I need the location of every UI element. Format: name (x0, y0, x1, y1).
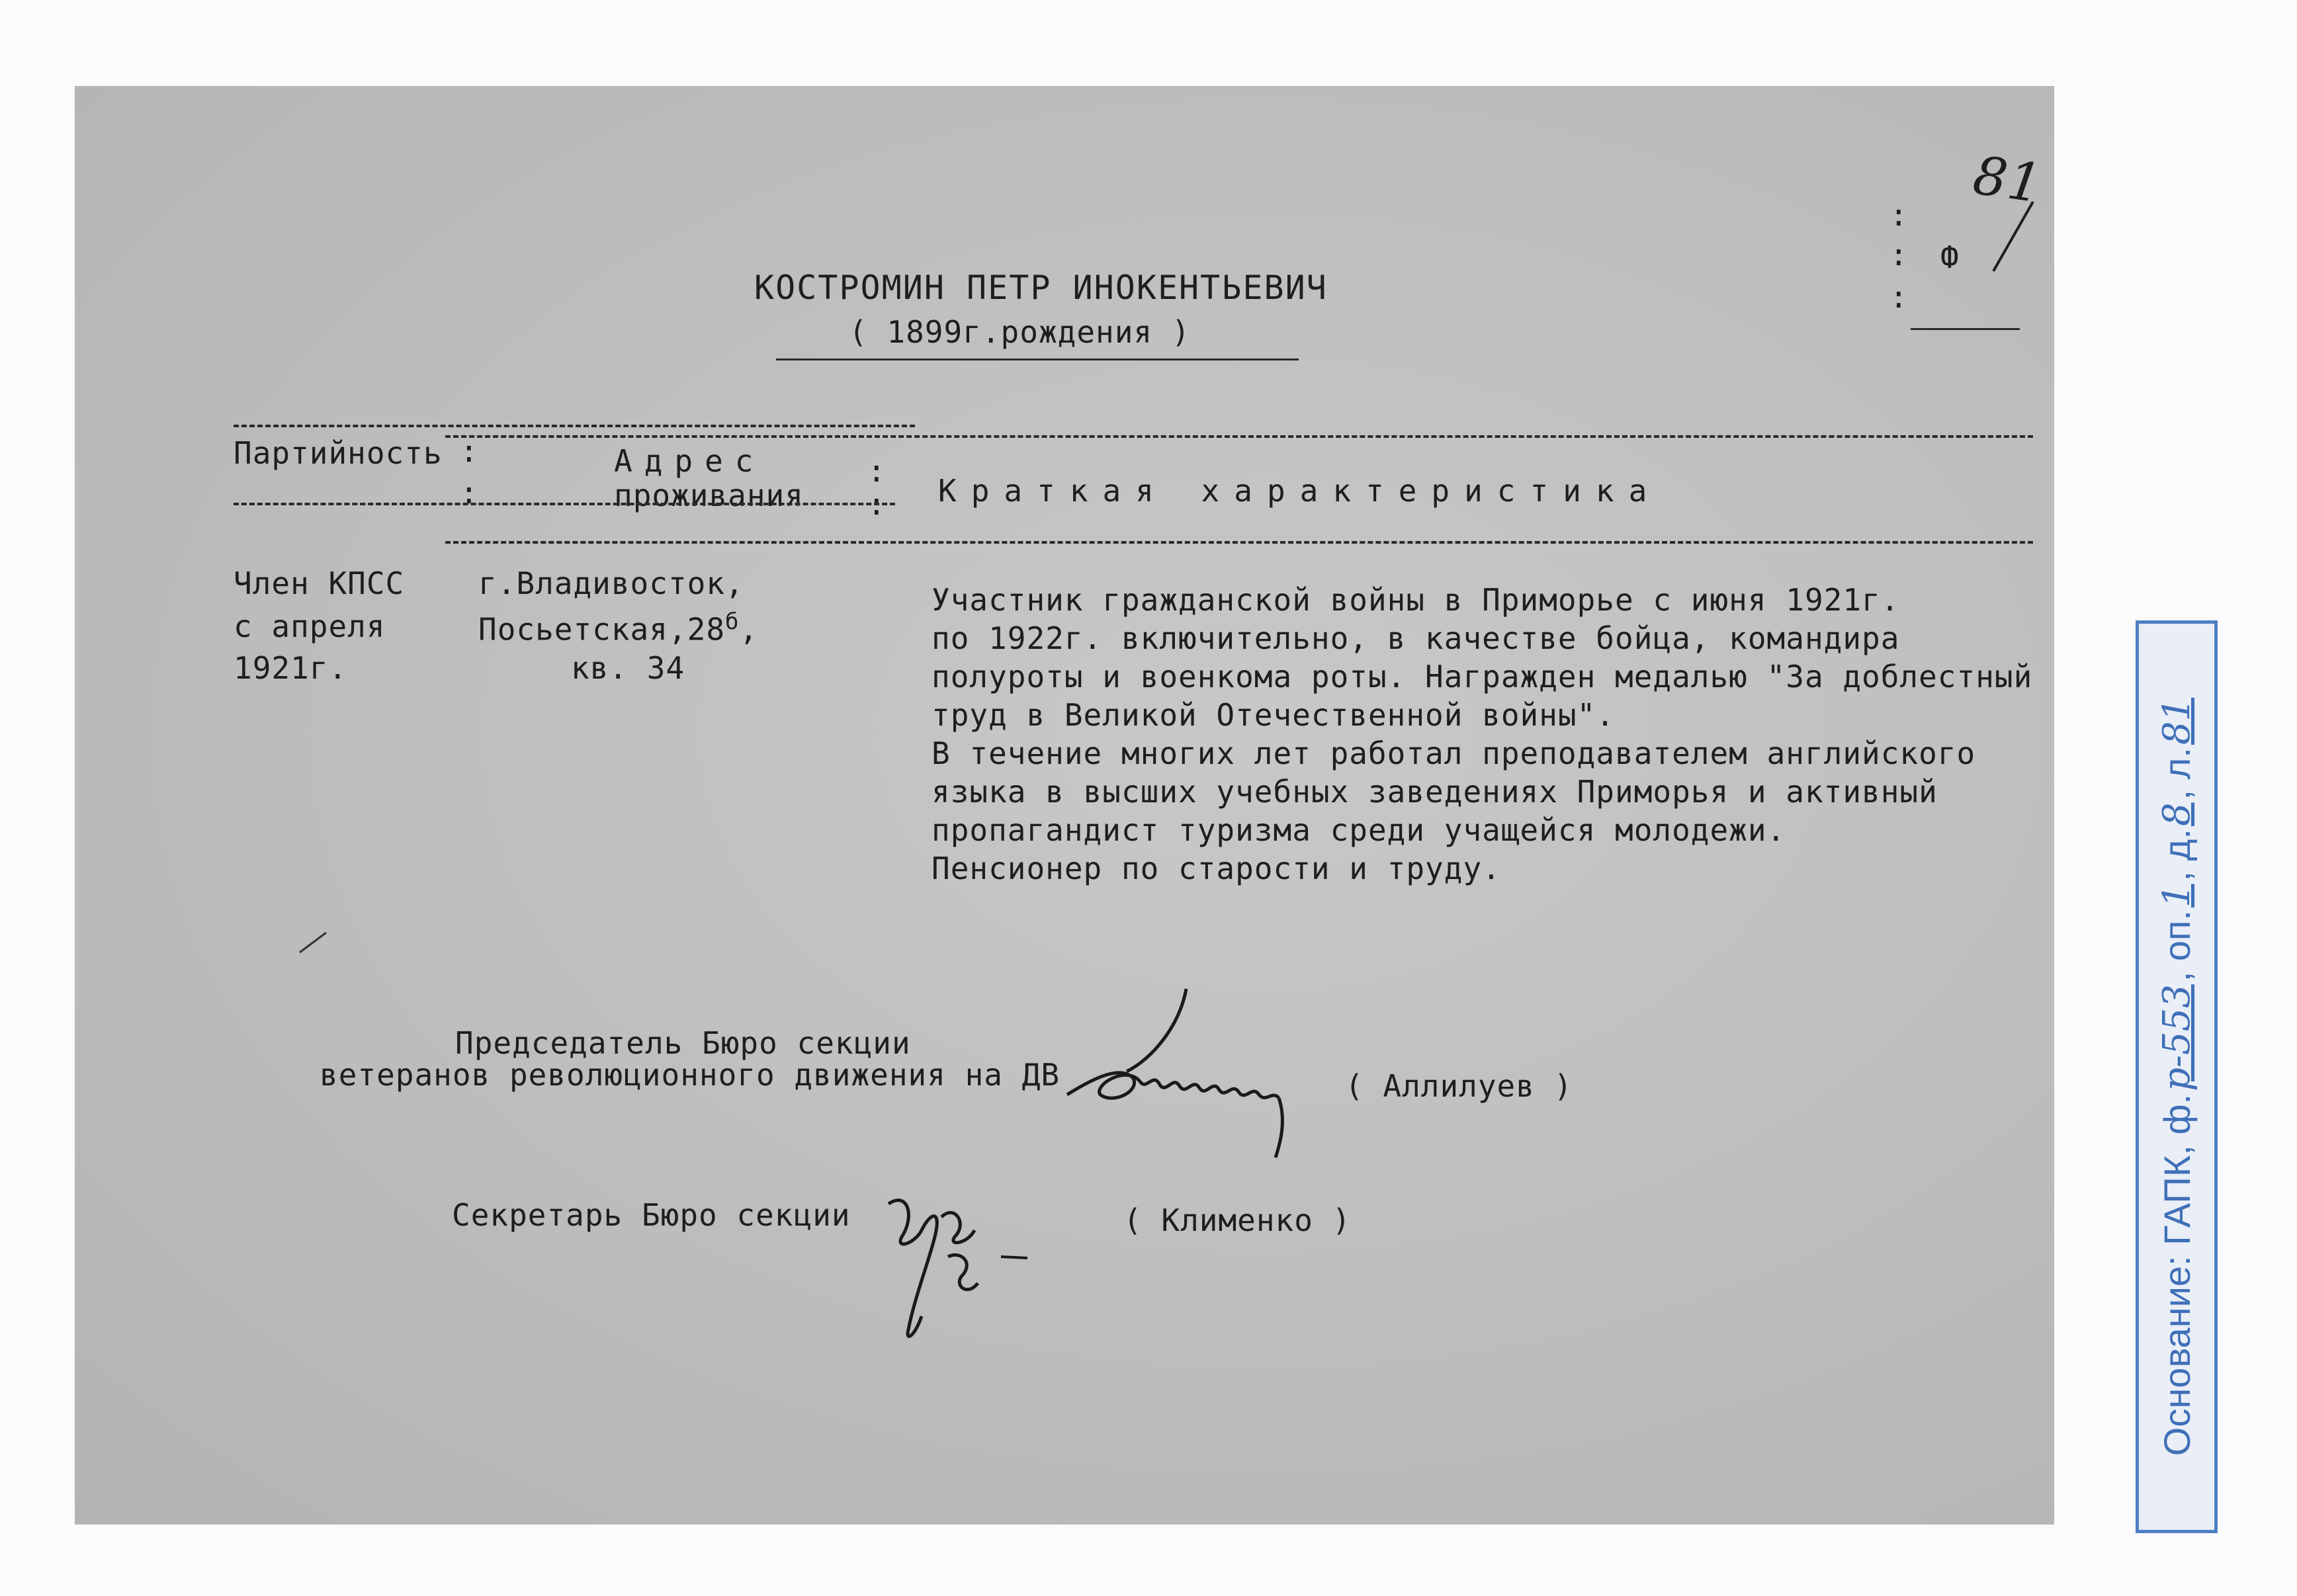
body-line: пропагандист туризма среди учащейся молодежи. (932, 812, 1786, 848)
stamp-l: 81 (2155, 697, 2198, 745)
column-separator: : (460, 475, 478, 511)
chair-name: ( Аллилуев ) (1345, 1068, 1573, 1104)
corner-colon: : (1889, 197, 1908, 233)
body-line: полуроты и военкома роты. Награжден медалью "За доблестный (932, 659, 2033, 694)
party-line-2: с апреля (234, 609, 386, 644)
secretary-signature (869, 1164, 1041, 1363)
address-superscript: б (725, 609, 740, 635)
header-underline (776, 358, 1299, 360)
stamp-d-label: , д. (2155, 829, 2198, 882)
chair-title-line2: ветеранов революционного движения на ДВ (320, 1057, 1061, 1093)
body-line: труд в Великой Отечественной войны". (932, 697, 1615, 733)
address-line-1: г.Владивосток, (478, 566, 744, 601)
archive-stamp (2136, 620, 2218, 1533)
body-line: по 1922г. включительно, в качестве бойца, командира (932, 620, 1900, 656)
party-line-3: 1921г. (234, 650, 348, 686)
document-sheet (75, 86, 2054, 1525)
corner-colon: : (1889, 237, 1908, 273)
archive-stamp-text (2140, 627, 2213, 1527)
table-header-top-dashes-right (445, 435, 2033, 438)
body-line: В течение многих лет работал преподавателем английского (932, 735, 1976, 771)
address-line-3: кв. 34 (571, 650, 685, 686)
person-name: КОСТРОМИН ПЕТР ИНОКЕНТЬЕВИЧ (754, 269, 1328, 307)
stamp-fond: р-553 (2155, 984, 2198, 1091)
table-header-top-dashes-left (234, 425, 915, 427)
corner-colon: : (1889, 279, 1908, 315)
stamp-d: 8 (2155, 802, 2198, 827)
body-line: языка в высших учебных заведениях Приморья и активный (932, 774, 1938, 810)
secretary-title: Секретарь Бюро секции (452, 1197, 851, 1233)
stamp-l-label: , л. (2155, 747, 2198, 800)
address-comma: , (739, 611, 759, 648)
column-header-address-line1: Адрес (614, 443, 765, 479)
address-street: Посьетская,28 (478, 611, 726, 648)
corner-slash (1987, 198, 2040, 278)
party-line-1: Член КПСС (234, 566, 405, 601)
body-line: Пенсионер по старости и труду. (932, 851, 1501, 886)
corner-underline (1911, 328, 2020, 330)
column-header-characteristic: Краткая характеристика (938, 473, 1662, 509)
body-line: Участник гражданской войны в Приморье с июня 1921г. (932, 582, 1900, 618)
column-separator: : (460, 433, 478, 469)
column-separator: : (867, 453, 886, 489)
birth-year: ( 1899г.рождения ) (849, 314, 1191, 350)
stamp-op-label: , оп. (2155, 910, 2198, 982)
paper-speck (296, 929, 329, 956)
secretary-name: ( Клименко ) (1123, 1202, 1352, 1238)
table-header-bottom-dashes (445, 541, 2033, 544)
chair-title-line1: Председатель Бюро секции (455, 1025, 911, 1061)
stamp-prefix: Основание: ГАПК, ф. (2155, 1093, 2198, 1456)
column-header-party: Партийность (234, 435, 443, 471)
corner-label: Ф (1940, 239, 1960, 275)
chair-signature (1054, 986, 1332, 1177)
stamp-op: 1 (2155, 884, 2198, 908)
table-header-mid-dashes (234, 503, 895, 505)
column-separator: : (867, 486, 886, 522)
corner-handwritten-number: 81 (1970, 144, 2046, 215)
address-line-2 (478, 609, 758, 647)
column-header-address-line2: проживания (614, 478, 804, 513)
